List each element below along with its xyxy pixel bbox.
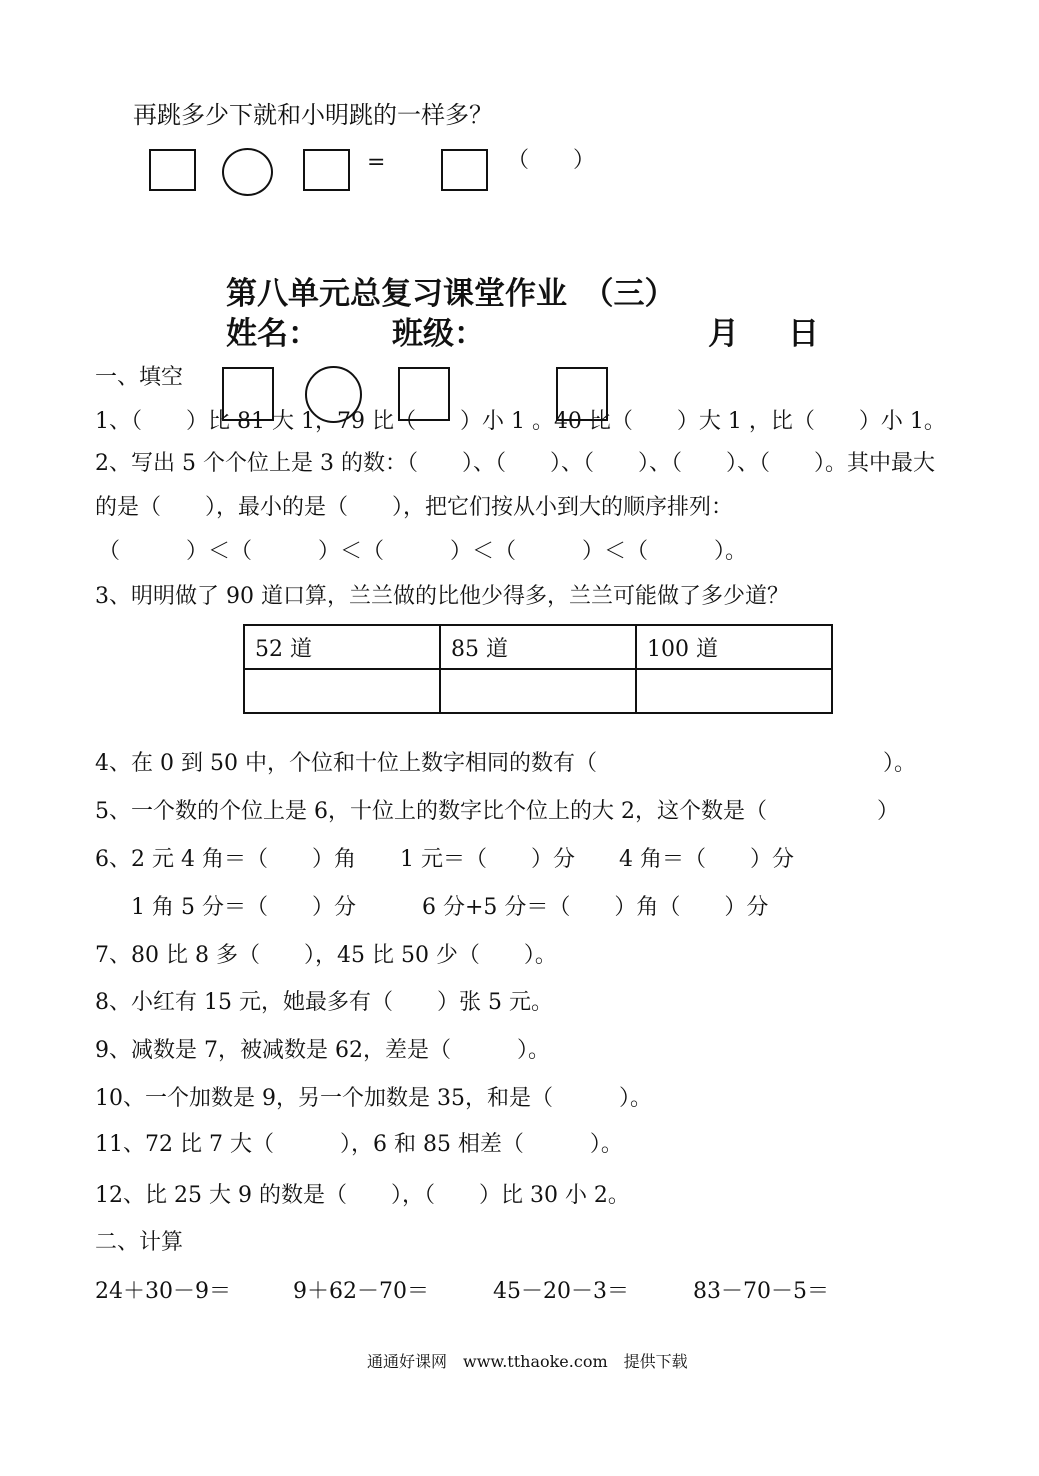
question-8: 8、小红有 15 元，她最多有（ ）张 5 元。 bbox=[95, 990, 553, 1015]
class-label: 班级： bbox=[392, 316, 485, 352]
section2-heading: 二、计算 bbox=[95, 1230, 184, 1255]
calc-problem-4: 83－70－5＝ bbox=[693, 1279, 829, 1304]
answer-cell-85[interactable] bbox=[440, 669, 636, 713]
overlay-box-2[interactable] bbox=[398, 367, 450, 421]
calc-problem-1: 24＋30－9＝ bbox=[95, 1279, 231, 1304]
question-4: 4、在 0 到 50 中，个位和十位上数字相同的数有（ ）。 bbox=[95, 751, 916, 776]
question-6-line1: 6、2 元 4 角＝（ ）角 1 元＝（ ）分 4 角＝（ ）分 bbox=[95, 847, 794, 872]
equals-sign: = bbox=[367, 150, 386, 175]
month-label: 月 bbox=[708, 316, 739, 352]
option-52: 52 道 bbox=[244, 625, 440, 669]
answer-cell-100[interactable] bbox=[636, 669, 832, 713]
answer-box-1[interactable] bbox=[149, 149, 196, 191]
question-2-line3: （ ）＜（ ）＜（ ）＜（ ）＜（ ）。 bbox=[98, 539, 748, 564]
answer-row bbox=[244, 669, 832, 713]
name-label: 姓名： bbox=[226, 316, 319, 352]
question-2-line1: 2、写出 5 个个位上是 3 的数：（ ）、（ ）、（ ）、（ ）、（ ）。其中最大 bbox=[95, 451, 935, 476]
question-3-options-table bbox=[243, 624, 833, 714]
operator-circle[interactable] bbox=[222, 148, 273, 196]
footer-source: 通通好课网 www.tthaoke.com 提供下载 bbox=[367, 1352, 688, 1371]
question-1: 1、（ ）比 81 大 1，79 比（ ）小 1 。40 比（ ）大 1 ，比（ ）小 1。 bbox=[95, 409, 946, 434]
question-9: 9、减数是 7，被减数是 62，差是（ ）。 bbox=[95, 1038, 550, 1063]
calc-problem-3: 45－20－3＝ bbox=[493, 1279, 629, 1304]
question-12: 12、比 25 大 9 的数是（ ），（ ）比 30 小 2。 bbox=[95, 1183, 630, 1208]
overlay-box-3[interactable] bbox=[556, 367, 608, 421]
answer-box-2[interactable] bbox=[303, 149, 350, 191]
question-10: 10、一个加数是 9，另一个加数是 35，和是（ ）。 bbox=[95, 1086, 652, 1111]
top-question: 再跳多少下就和小明跳的一样多？ bbox=[133, 101, 493, 129]
question-2-line2: 的是（ ），最小的是（ ），把它们按从小到大的顺序排列： bbox=[95, 495, 734, 520]
question-11: 11、72 比 7 大（ ），6 和 85 相差（ ）。 bbox=[95, 1132, 623, 1157]
question-6-line2: 1 角 5 分＝（ ）分 6 分+5 分＝（ ）角（ ）分 bbox=[131, 895, 769, 920]
options-row bbox=[244, 625, 832, 669]
option-85: 85 道 bbox=[440, 625, 636, 669]
answer-paren: （ ） bbox=[507, 148, 596, 173]
question-7: 7、80 比 8 多（ ），45 比 50 少（ ）。 bbox=[95, 943, 557, 968]
section1-heading: 一、填空 bbox=[95, 365, 184, 390]
question-3: 3、明明做了 90 道口算，兰兰做的比他少得多，兰兰可能做了多少道？ bbox=[95, 584, 789, 609]
option-100: 100 道 bbox=[636, 625, 832, 669]
answer-cell-52[interactable] bbox=[244, 669, 440, 713]
overlay-box-1[interactable] bbox=[222, 367, 274, 421]
question-5: 5、一个数的个位上是 6，十位上的数字比个位上的大 2，这个数是（ ） bbox=[95, 799, 899, 824]
answer-box-3[interactable] bbox=[441, 149, 488, 191]
calc-problem-2: 9＋62－70＝ bbox=[293, 1279, 429, 1304]
overlay-circle[interactable] bbox=[305, 366, 362, 423]
day-label: 日 bbox=[788, 316, 819, 352]
worksheet-title: 第八单元总复习课堂作业 （三） bbox=[226, 276, 676, 312]
